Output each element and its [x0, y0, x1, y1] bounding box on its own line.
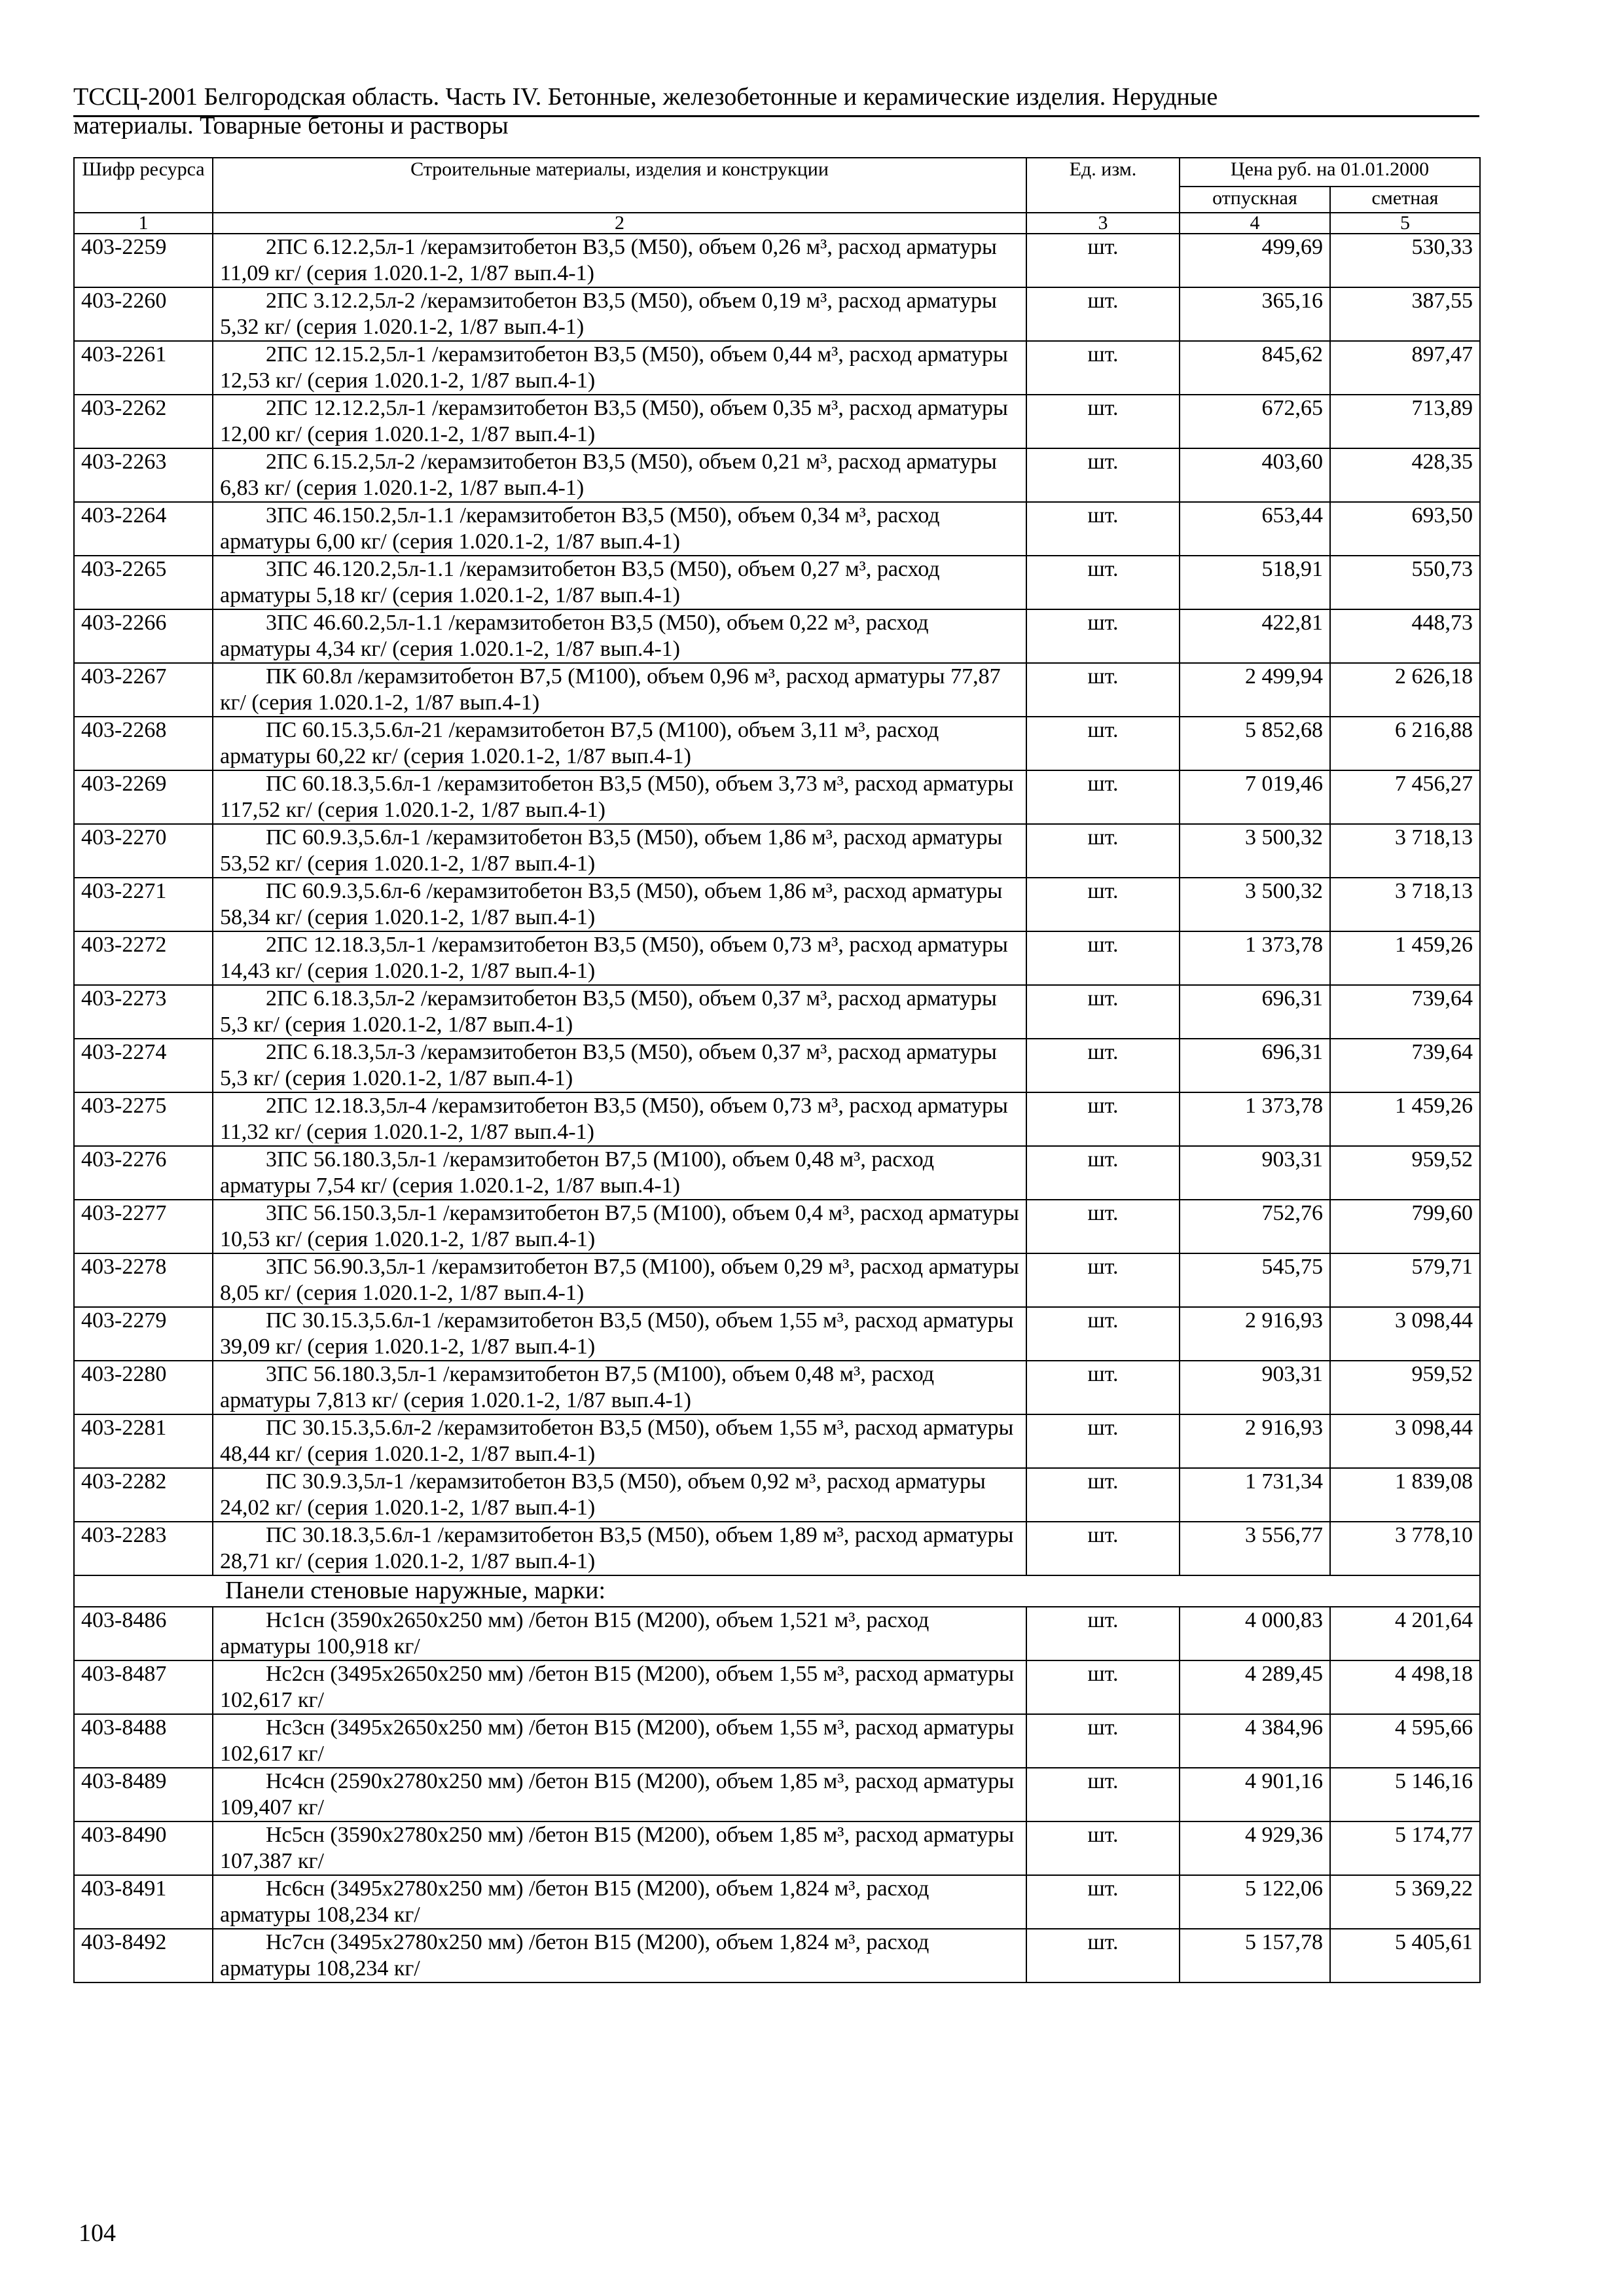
estimate-price: 1 459,26: [1330, 1092, 1480, 1146]
unit-cell: шт.: [1026, 931, 1180, 985]
resource-code: 403-2276: [74, 1146, 213, 1200]
unit-cell: шт.: [1026, 1307, 1180, 1361]
resource-code: 403-2265: [74, 556, 213, 609]
col-number: 5: [1330, 213, 1480, 234]
unit-cell: шт.: [1026, 717, 1180, 770]
estimate-price: 5 174,77: [1330, 1821, 1480, 1875]
unit-cell: шт.: [1026, 1522, 1180, 1575]
table-row: [74, 609, 1480, 663]
col-name-header: Строительные материалы, изделия и конструкции: [213, 158, 1026, 213]
item-description: ПС 60.15.3,5.6л-21 /керамзитобетон В7,5 (М100), объем 3,11 м³, расход арматуры 60,22 кг/ (серия 1.020.1-2, 1/87 вып.4-1): [213, 717, 1026, 770]
table-row: [74, 1414, 1480, 1468]
item-description: Нс3сн (3495х2650х250 мм) /бетон В15 (М200), объем 1,55 м³, расход арматуры 102,617 кг/: [213, 1714, 1026, 1768]
release-price: 903,31: [1180, 1361, 1330, 1414]
resource-code: 403-2273: [74, 985, 213, 1039]
unit-cell: шт.: [1026, 1414, 1180, 1468]
table-row: [74, 341, 1480, 395]
resource-code: 403-2270: [74, 824, 213, 878]
page-number: 104: [79, 2219, 116, 2247]
release-price: 845,62: [1180, 341, 1330, 395]
release-price: 2 499,94: [1180, 663, 1330, 717]
item-description: 3ПС 46.60.2,5л-1.1 /керамзитобетон В3,5 (М50), объем 0,22 м³, расход арматуры 4,34 кг/ (серия 1.020.1-2, 1/87 вып.4-1): [213, 609, 1026, 663]
unit-cell: шт.: [1026, 1468, 1180, 1522]
table-row: [74, 1468, 1480, 1522]
resource-code: 403-8490: [74, 1821, 213, 1875]
col-unit-header: Ед. изм.: [1026, 158, 1180, 213]
estimate-price: 550,73: [1330, 556, 1480, 609]
item-description: 3ПС 56.90.3,5л-1 /керамзитобетон В7,5 (М100), объем 0,29 м³, расход арматуры 8,05 кг/ (серия 1.020.1-2, 1/87 вып.4-1): [213, 1253, 1026, 1307]
item-description: 2ПС 6.15.2,5л-2 /керамзитобетон В3,5 (М50), объем 0,21 м³, расход арматуры 6,83 кг/ (серия 1.020.1-2, 1/87 вып.4-1): [213, 448, 1026, 502]
estimate-price: 2 626,18: [1330, 663, 1480, 717]
release-price: 422,81: [1180, 609, 1330, 663]
item-description: Нс1сн (3590х2650х250 мм) /бетон В15 (М200), объем 1,521 м³, расход арматуры 100,918 кг/: [213, 1607, 1026, 1660]
unit-cell: шт.: [1026, 1361, 1180, 1414]
table-row: [74, 502, 1480, 556]
unit-cell: шт.: [1026, 824, 1180, 878]
estimate-price: 739,64: [1330, 1039, 1480, 1092]
section-row: [74, 1575, 1480, 1607]
item-description: 2ПС 12.12.2,5л-1 /керамзитобетон В3,5 (М50), объем 0,35 м³, расход арматуры 12,00 кг/ (серия 1.020.1-2, 1/87 вып.4-1): [213, 395, 1026, 448]
table-row: [74, 395, 1480, 448]
unit-cell: шт.: [1026, 1768, 1180, 1821]
estimate-price: 1 459,26: [1330, 931, 1480, 985]
item-description: 3ПС 56.180.3,5л-1 /керамзитобетон В7,5 (М100), объем 0,48 м³, расход арматуры 7,813 кг/ (серия 1.020.1-2, 1/87 вып.4-1): [213, 1361, 1026, 1414]
estimate-price: 579,71: [1330, 1253, 1480, 1307]
unit-cell: шт.: [1026, 1200, 1180, 1253]
table-row: [74, 1522, 1480, 1575]
header-line-2: материалы. Товарные бетоны и растворы: [73, 112, 509, 139]
table-row: [74, 1768, 1480, 1821]
table-row: [74, 1714, 1480, 1768]
unit-cell: шт.: [1026, 1146, 1180, 1200]
resource-code: 403-2271: [74, 878, 213, 931]
estimate-price: 4 595,66: [1330, 1714, 1480, 1768]
table-row: [74, 663, 1480, 717]
table-row: [74, 1146, 1480, 1200]
release-price: 365,16: [1180, 287, 1330, 341]
resource-code: 403-2264: [74, 502, 213, 556]
col-number: 2: [213, 213, 1026, 234]
release-price: 4 000,83: [1180, 1607, 1330, 1660]
table-row: [74, 878, 1480, 931]
resource-code: 403-2279: [74, 1307, 213, 1361]
table-row: [74, 234, 1480, 287]
release-price: 1 731,34: [1180, 1468, 1330, 1522]
item-description: ПС 30.9.3,5л-1 /керамзитобетон В3,5 (М50), объем 0,92 м³, расход арматуры 24,02 кг/ (серия 1.020.1-2, 1/87 вып.4-1): [213, 1468, 1026, 1522]
table-row: [74, 1200, 1480, 1253]
unit-cell: шт.: [1026, 1092, 1180, 1146]
item-description: 2ПС 6.18.3,5л-2 /керамзитобетон В3,5 (М50), объем 0,37 м³, расход арматуры 5,3 кг/ (серия 1.020.1-2, 1/87 вып.4-1): [213, 985, 1026, 1039]
estimate-price: 5 146,16: [1330, 1768, 1480, 1821]
estimate-price: 387,55: [1330, 287, 1480, 341]
release-price: 2 916,93: [1180, 1414, 1330, 1468]
resource-code: 403-2282: [74, 1468, 213, 1522]
table-row: [74, 931, 1480, 985]
estimate-price: 3 718,13: [1330, 824, 1480, 878]
table-row: [74, 556, 1480, 609]
table-row: [74, 1307, 1480, 1361]
item-description: 2ПС 3.12.2,5л-2 /керамзитобетон В3,5 (М50), объем 0,19 м³, расход арматуры 5,32 кг/ (серия 1.020.1-2, 1/87 вып.4-1): [213, 287, 1026, 341]
unit-cell: шт.: [1026, 663, 1180, 717]
unit-cell: шт.: [1026, 1875, 1180, 1929]
estimate-price: 897,47: [1330, 341, 1480, 395]
page-header: [73, 82, 1479, 140]
estimate-price: 693,50: [1330, 502, 1480, 556]
resource-code: 403-8489: [74, 1768, 213, 1821]
estimate-price: 428,35: [1330, 448, 1480, 502]
col-price-header: Цена руб. на 01.01.2000: [1180, 158, 1480, 187]
estimate-price: 5 369,22: [1330, 1875, 1480, 1929]
item-description: 2ПС 12.18.3,5л-1 /керамзитобетон В3,5 (М50), объем 0,73 м³, расход арматуры 14,43 кг/ (серия 1.020.1-2, 1/87 вып.4-1): [213, 931, 1026, 985]
table-row: [74, 1607, 1480, 1660]
item-description: Нс5сн (3590х2780х250 мм) /бетон В15 (М200), объем 1,85 м³, расход арматуры 107,387 кг/: [213, 1821, 1026, 1875]
unit-cell: шт.: [1026, 985, 1180, 1039]
unit-cell: шт.: [1026, 1660, 1180, 1714]
item-description: ПС 30.15.3,5.6л-2 /керамзитобетон В3,5 (М50), объем 1,55 м³, расход арматуры 48,44 кг/ (серия 1.020.1-2, 1/87 вып.4-1): [213, 1414, 1026, 1468]
item-description: ПС 60.9.3,5.6л-6 /керамзитобетон В3,5 (М50), объем 1,86 м³, расход арматуры 58,34 кг/ (серия 1.020.1-2, 1/87 вып.4-1): [213, 878, 1026, 931]
item-description: 2ПС 12.15.2,5л-1 /керамзитобетон В3,5 (М50), объем 0,44 м³, расход арматуры 12,53 кг/ (серия 1.020.1-2, 1/87 вып.4-1): [213, 341, 1026, 395]
resource-code: 403-8486: [74, 1607, 213, 1660]
table-row: [74, 1875, 1480, 1929]
unit-cell: шт.: [1026, 1821, 1180, 1875]
item-description: 3ПС 56.150.3,5л-1 /керамзитобетон В7,5 (М100), объем 0,4 м³, расход арматуры 10,53 кг/ (серия 1.020.1-2, 1/87 вып.4-1): [213, 1200, 1026, 1253]
unit-cell: шт.: [1026, 502, 1180, 556]
item-description: Нс2сн (3495х2650х250 мм) /бетон В15 (М200), объем 1,55 м³, расход арматуры 102,617 кг/: [213, 1660, 1026, 1714]
estimate-price: 959,52: [1330, 1361, 1480, 1414]
unit-cell: шт.: [1026, 1039, 1180, 1092]
resource-code: 403-2263: [74, 448, 213, 502]
resource-code: 403-2259: [74, 234, 213, 287]
unit-cell: шт.: [1026, 341, 1180, 395]
item-description: 2ПС 12.18.3,5л-4 /керамзитобетон В3,5 (М50), объем 0,73 м³, расход арматуры 11,32 кг/ (серия 1.020.1-2, 1/87 вып.4-1): [213, 1092, 1026, 1146]
estimate-price: 4 498,18: [1330, 1660, 1480, 1714]
estimate-price: 3 778,10: [1330, 1522, 1480, 1575]
release-price: 696,31: [1180, 1039, 1330, 1092]
table-row: [74, 1092, 1480, 1146]
resource-code: 403-2261: [74, 341, 213, 395]
estimate-price: 713,89: [1330, 395, 1480, 448]
release-price: 1 373,78: [1180, 1092, 1330, 1146]
release-price: 672,65: [1180, 395, 1330, 448]
item-description: Нс4сн (2590х2780х250 мм) /бетон В15 (М200), объем 1,85 м³, расход арматуры 109,407 кг/: [213, 1768, 1026, 1821]
item-description: 3ПС 56.180.3,5л-1 /керамзитобетон В7,5 (М100), объем 0,48 м³, расход арматуры 7,54 кг/ (серия 1.020.1-2, 1/87 вып.4-1): [213, 1146, 1026, 1200]
table-row: [74, 824, 1480, 878]
item-description: ПС 60.9.3,5.6л-1 /керамзитобетон В3,5 (М50), объем 1,86 м³, расход арматуры 53,52 кг/ (серия 1.020.1-2, 1/87 вып.4-1): [213, 824, 1026, 878]
col-estimate-header: сметная: [1330, 187, 1480, 213]
resource-code: 403-2267: [74, 663, 213, 717]
item-description: 3ПС 46.150.2,5л-1.1 /керамзитобетон В3,5 (М50), объем 0,34 м³, расход арматуры 6,00 кг/ (серия 1.020.1-2, 1/87 вып.4-1): [213, 502, 1026, 556]
unit-cell: шт.: [1026, 1714, 1180, 1768]
resource-code: 403-2283: [74, 1522, 213, 1575]
unit-cell: шт.: [1026, 1607, 1180, 1660]
table-row: [74, 1660, 1480, 1714]
unit-cell: шт.: [1026, 395, 1180, 448]
release-price: 1 373,78: [1180, 931, 1330, 985]
resource-code: 403-8492: [74, 1929, 213, 1982]
estimate-price: 448,73: [1330, 609, 1480, 663]
resource-code: 403-2281: [74, 1414, 213, 1468]
header-rule: [73, 115, 1479, 117]
column-number-row: [74, 213, 1480, 234]
item-description: Нс6сн (3495х2780х250 мм) /бетон В15 (М200), объем 1,824 м³, расход арматуры 108,234 кг/: [213, 1875, 1026, 1929]
item-description: 2ПС 6.12.2,5л-1 /керамзитобетон В3,5 (М50), объем 0,26 м³, расход арматуры 11,09 кг/ (серия 1.020.1-2, 1/87 вып.4-1): [213, 234, 1026, 287]
item-description: 2ПС 6.18.3,5л-3 /керамзитобетон В3,5 (М50), объем 0,37 м³, расход арматуры 5,3 кг/ (серия 1.020.1-2, 1/87 вып.4-1): [213, 1039, 1026, 1092]
release-price: 3 500,32: [1180, 824, 1330, 878]
release-price: 3 500,32: [1180, 878, 1330, 931]
resource-code: 403-2278: [74, 1253, 213, 1307]
estimate-price: 7 456,27: [1330, 770, 1480, 824]
resource-code: 403-8491: [74, 1875, 213, 1929]
resource-code: 403-8487: [74, 1660, 213, 1714]
table-row: [74, 1929, 1480, 1982]
release-price: 3 556,77: [1180, 1522, 1330, 1575]
resource-code: 403-2269: [74, 770, 213, 824]
unit-cell: шт.: [1026, 1929, 1180, 1982]
resource-code: 403-2275: [74, 1092, 213, 1146]
release-price: 5 122,06: [1180, 1875, 1330, 1929]
estimate-price: 6 216,88: [1330, 717, 1480, 770]
estimate-price: 5 405,61: [1330, 1929, 1480, 1982]
estimate-price: 799,60: [1330, 1200, 1480, 1253]
release-price: 545,75: [1180, 1253, 1330, 1307]
release-price: 4 901,16: [1180, 1768, 1330, 1821]
section-title: Панели стеновые наружные, марки:: [74, 1575, 1480, 1607]
item-description: ПС 60.18.3,5.6л-1 /керамзитобетон В3,5 (М50), объем 3,73 м³, расход арматуры 117,52 кг/ (серия 1.020.1-2, 1/87 вып.4-1): [213, 770, 1026, 824]
resource-code: 403-2280: [74, 1361, 213, 1414]
table-row: [74, 448, 1480, 502]
col-number: 1: [74, 213, 213, 234]
resource-code: 403-2274: [74, 1039, 213, 1092]
item-description: ПС 30.18.3,5.6л-1 /керамзитобетон В3,5 (М50), объем 1,89 м³, расход арматуры 28,71 кг/ (серия 1.020.1-2, 1/87 вып.4-1): [213, 1522, 1026, 1575]
resource-code: 403-2262: [74, 395, 213, 448]
estimate-price: 3 098,44: [1330, 1307, 1480, 1361]
table-row: [74, 1039, 1480, 1092]
unit-cell: шт.: [1026, 448, 1180, 502]
col-release-header: отпускная: [1180, 187, 1330, 213]
estimate-price: 959,52: [1330, 1146, 1480, 1200]
release-price: 5 852,68: [1180, 717, 1330, 770]
item-description: 3ПС 46.120.2,5л-1.1 /керамзитобетон В3,5 (М50), объем 0,27 м³, расход арматуры 5,18 кг/ (серия 1.020.1-2, 1/87 вып.4-1): [213, 556, 1026, 609]
unit-cell: шт.: [1026, 878, 1180, 931]
estimate-price: 1 839,08: [1330, 1468, 1480, 1522]
resource-code: 403-2266: [74, 609, 213, 663]
release-price: 4 384,96: [1180, 1714, 1330, 1768]
unit-cell: шт.: [1026, 287, 1180, 341]
item-description: ПК 60.8л /керамзитобетон В7,5 (М100), объем 0,96 м³, расход арматуры 77,87 кг/ (серия 1.020.1-2, 1/87 вып.4-1): [213, 663, 1026, 717]
resource-code: 403-2272: [74, 931, 213, 985]
release-price: 653,44: [1180, 502, 1330, 556]
unit-cell: шт.: [1026, 556, 1180, 609]
unit-cell: шт.: [1026, 1253, 1180, 1307]
table-row: [74, 1361, 1480, 1414]
item-description: Нс7сн (3495х2780х250 мм) /бетон В15 (М200), объем 1,824 м³, расход арматуры 108,234 кг/: [213, 1929, 1026, 1982]
unit-cell: шт.: [1026, 609, 1180, 663]
release-price: 4 289,45: [1180, 1660, 1330, 1714]
table-row: [74, 1253, 1480, 1307]
release-price: 4 929,36: [1180, 1821, 1330, 1875]
estimate-price: 3 098,44: [1330, 1414, 1480, 1468]
resource-code: 403-2260: [74, 287, 213, 341]
estimate-price: 4 201,64: [1330, 1607, 1480, 1660]
release-price: 518,91: [1180, 556, 1330, 609]
price-table: [73, 157, 1481, 1983]
resource-code: 403-2277: [74, 1200, 213, 1253]
table-row: [74, 717, 1480, 770]
unit-cell: шт.: [1026, 234, 1180, 287]
release-price: 903,31: [1180, 1146, 1330, 1200]
resource-code: 403-2268: [74, 717, 213, 770]
item-description: ПС 30.15.3,5.6л-1 /керамзитобетон В3,5 (М50), объем 1,55 м³, расход арматуры 39,09 кг/ (серия 1.020.1-2, 1/87 вып.4-1): [213, 1307, 1026, 1361]
release-price: 499,69: [1180, 234, 1330, 287]
estimate-price: 530,33: [1330, 234, 1480, 287]
release-price: 696,31: [1180, 985, 1330, 1039]
release-price: 403,60: [1180, 448, 1330, 502]
table-row: [74, 770, 1480, 824]
estimate-price: 3 718,13: [1330, 878, 1480, 931]
release-price: 7 019,46: [1180, 770, 1330, 824]
header-line-1: ТССЦ-2001 Белгородская область. Часть IV. Бетонные, железобетонные и керамические изделия. Нерудные: [73, 83, 1218, 111]
release-price: 752,76: [1180, 1200, 1330, 1253]
col-code-header: Шифр ресурса: [74, 158, 213, 213]
table-row: [74, 1821, 1480, 1875]
col-number: 4: [1180, 213, 1330, 234]
estimate-price: 739,64: [1330, 985, 1480, 1039]
unit-cell: шт.: [1026, 770, 1180, 824]
release-price: 2 916,93: [1180, 1307, 1330, 1361]
col-number: 3: [1026, 213, 1180, 234]
resource-code: 403-8488: [74, 1714, 213, 1768]
table-row: [74, 985, 1480, 1039]
table-row: [74, 287, 1480, 341]
release-price: 5 157,78: [1180, 1929, 1330, 1982]
